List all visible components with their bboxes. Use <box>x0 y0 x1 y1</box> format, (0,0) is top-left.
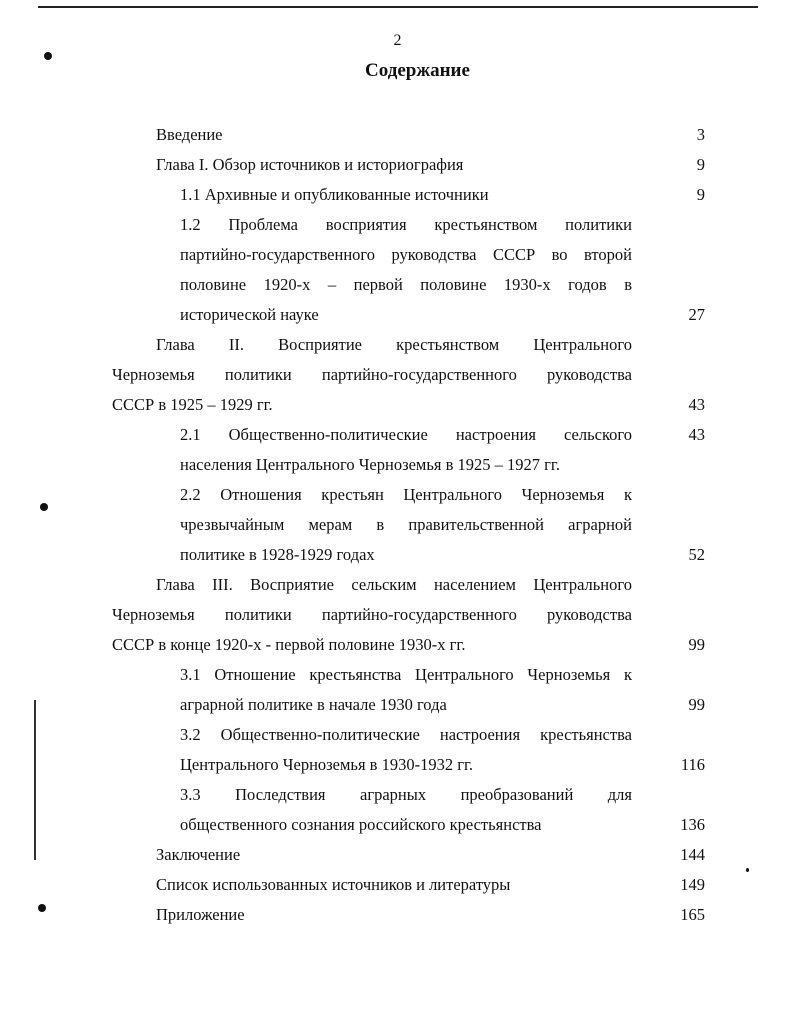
toc-intro-page: 3 <box>696 125 705 144</box>
toc-sources-text: Список использованных источников и литературы <box>156 875 511 894</box>
toc-s2-2-line-1: 2.2 Отношения крестьян Центрального Черноземья к <box>180 485 632 504</box>
scan-speck <box>44 52 52 60</box>
scan-speck <box>38 904 46 912</box>
toc-s2-2-line-3: политике в 1928-1929 годах <box>180 545 375 564</box>
toc-s2-2-line-2: чрезвычайным мерам в правительственной аграрной <box>180 515 632 534</box>
toc-ch3-line-1: Глава III. Восприятие сельским населением Центрального <box>156 575 632 594</box>
toc-s1-2-line-4: исторической науке <box>180 305 319 324</box>
toc-ch3-page: 99 <box>688 635 705 654</box>
toc-sources-page: 149 <box>680 875 705 894</box>
toc-ch3-line-2: Черноземья политики партийно-государственного руководства <box>112 605 632 624</box>
toc-ch2-page: 43 <box>688 395 705 414</box>
toc-appendix-text: Приложение <box>156 905 245 924</box>
toc-s3-3-page: 136 <box>680 815 705 834</box>
toc-s3-2-line-2: Центрального Черноземья в 1930-1932 гг. <box>180 755 474 774</box>
toc-s1-2-line-3: половине 1920-х – первой половине 1930-х годов в <box>180 275 632 294</box>
scan-edge-line <box>34 700 36 860</box>
document-title: Содержание <box>365 60 470 81</box>
toc-s3-1-page: 99 <box>688 695 705 714</box>
toc-s2-2-page: 52 <box>688 545 705 564</box>
toc-s2-1-page: 43 <box>688 425 705 444</box>
scan-speck <box>746 868 749 872</box>
toc-s2-1-line-1: 2.1 Общественно-политические настроения сельского <box>180 425 632 444</box>
toc-s3-2-line-1: 3.2 Общественно-политические настроения крестьянства <box>180 725 632 744</box>
toc-s3-1-line-2: аграрной политике в начале 1930 года <box>180 695 447 714</box>
toc-ch1-page: 9 <box>696 155 705 174</box>
toc-s3-2-page: 116 <box>680 755 705 774</box>
toc-conclusion-text: Заключение <box>156 845 241 864</box>
toc-s1-1-text: 1.1 Архивные и опубликованные источники <box>180 185 489 204</box>
top-rule <box>38 6 758 8</box>
toc-s1-2-page: 27 <box>688 305 705 324</box>
toc-intro-text: Введение <box>156 125 223 144</box>
toc-appendix-page: 165 <box>680 905 705 924</box>
scan-speck <box>40 503 48 511</box>
toc-ch1-text: Глава I. Обзор источников и историография <box>156 155 464 174</box>
toc-ch3-line-3: СССР в конце 1920-х - первой половине 1930-х гг. <box>112 635 466 654</box>
page-number: 2 <box>393 32 402 49</box>
toc-ch2-line-3: СССР в 1925 – 1929 гг. <box>112 395 273 414</box>
toc-s1-2-line-1: 1.2 Проблема восприятия крестьянством политики <box>180 215 632 234</box>
toc-ch2-line-1: Глава II. Восприятие крестьянством Центрального <box>156 335 632 354</box>
toc-s2-1-line-2: населения Центрального Черноземья в 1925 – 1927 гг. <box>180 455 560 474</box>
toc-s3-3-line-1: 3.3 Последствия аграрных преобразований для <box>180 785 632 804</box>
toc-s1-2-line-2: партийно-государственного руководства СССР во второй <box>180 245 632 264</box>
toc-s3-3-line-2: общественного сознания российского крестьянства <box>180 815 542 834</box>
toc-conclusion-page: 144 <box>680 845 705 864</box>
toc-s3-1-line-1: 3.1 Отношение крестьянства Центрального Черноземья к <box>180 665 632 684</box>
toc-ch2-line-2: Черноземья политики партийно-государственного руководства <box>112 365 632 384</box>
toc-s1-1-page: 9 <box>696 185 705 204</box>
